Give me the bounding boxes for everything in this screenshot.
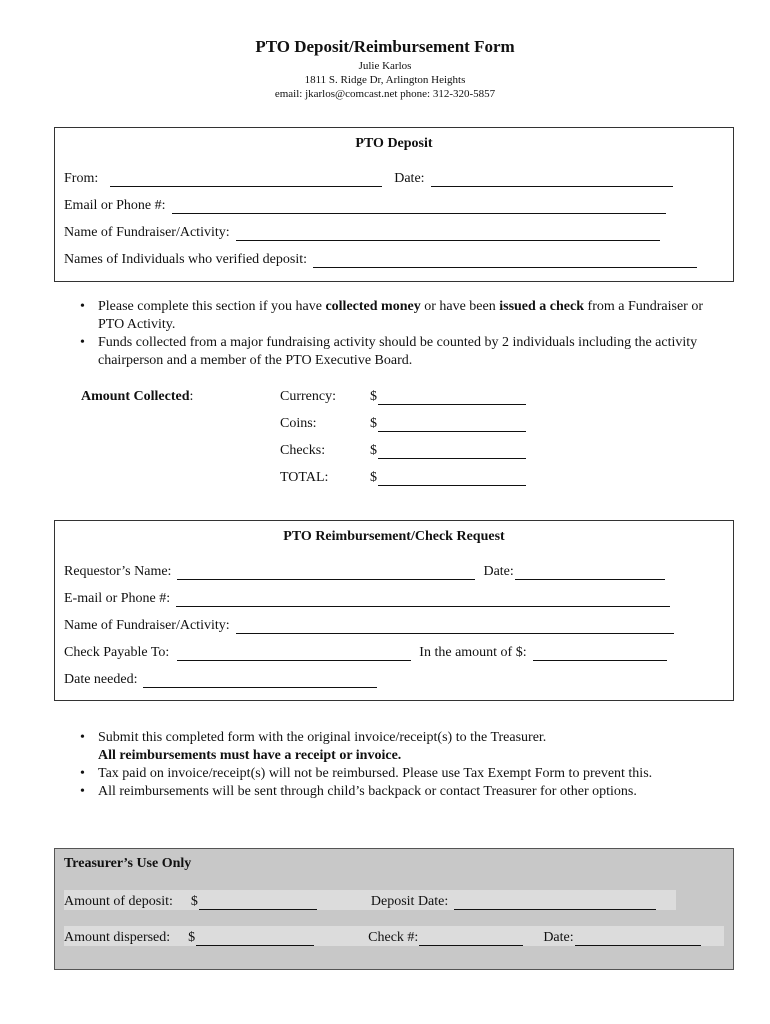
reimbursement-notes — [74, 729, 734, 801]
treasurer-date-label: Date: — [543, 930, 574, 945]
deposit-amount-prefix: $ — [190, 894, 198, 909]
note-text: Please complete this section if you have — [98, 299, 326, 314]
deposit-amount-field[interactable] — [199, 896, 317, 910]
date-needed-field[interactable] — [143, 674, 377, 688]
verified-field[interactable] — [313, 254, 697, 268]
payable-label: Check Payable To: — [64, 645, 170, 660]
payable-field[interactable] — [177, 647, 411, 661]
deposit-note-1 — [74, 298, 714, 334]
treasurer-dispersed-row — [64, 926, 724, 946]
reimburse-email-label: E-mail or Phone #: — [64, 591, 171, 606]
dispersed-amount-prefix: $ — [188, 930, 196, 945]
deposit-notes — [74, 298, 714, 370]
deposit-note-2: • Funds collected from a major fundraising activity should be counted by 2 individuals including the activity chairperson and a member of the PTO Executive Board. — [74, 334, 714, 370]
amount-collected-text: Amount Collected — [81, 389, 190, 404]
dispersed-amount-field[interactable] — [196, 932, 314, 946]
requestor-field[interactable] — [177, 566, 475, 580]
reimburse-fundraiser-field[interactable] — [236, 620, 674, 634]
from-field[interactable] — [110, 173, 382, 187]
note-bold-check: issued a check — [499, 299, 585, 314]
contact-details: email: jkarlos@comcast.net phone: 312-320-5857 — [274, 88, 496, 100]
treasurer-deposit-date-field[interactable] — [454, 896, 656, 910]
amount-collected-label — [81, 389, 193, 405]
amount-dollar-field[interactable] — [533, 647, 667, 661]
coins-prefix: $ — [370, 416, 377, 431]
total-field[interactable] — [378, 472, 526, 486]
reimburse-note-2: • Tax paid on invoice/receipt(s) will not be reimbursed. Please use Tax Exempt Form to prevent this. — [74, 765, 734, 783]
note-bold-collected: collected money — [325, 299, 421, 314]
checks-label: Checks: — [280, 443, 326, 458]
date-needed-label: Date needed: — [64, 672, 138, 687]
currency-field[interactable] — [378, 391, 526, 405]
total-row — [280, 470, 526, 486]
deposit-title: PTO Deposit — [355, 136, 433, 151]
treasurer-section — [54, 848, 734, 970]
deposit-email-field[interactable] — [172, 200, 666, 214]
treasurer-title: Treasurer’s Use Only — [64, 856, 192, 871]
reimbursement-title: PTO Reimbursement/Check Request — [283, 529, 505, 544]
reimbursement-section — [54, 520, 734, 701]
reimburse-date-label: Date: — [483, 564, 514, 579]
treasurer-deposit-row — [64, 890, 676, 910]
verified-label: Names of Individuals who verified deposit: — [64, 252, 308, 267]
currency-label: Currency: — [280, 389, 336, 404]
contact-address: 1811 S. Ridge Dr, Arlington Heights — [304, 74, 466, 86]
currency-row — [280, 389, 526, 405]
checks-prefix: $ — [370, 443, 377, 458]
reimburse-note-3: • All reimbursements will be sent through child’s backpack or contact Treasurer for other options. — [74, 783, 734, 801]
note-text: from a Fundraiser or PTO Activity. — [98, 299, 703, 332]
reimburse-date-field[interactable] — [515, 566, 665, 580]
reimburse-email-field[interactable] — [176, 593, 670, 607]
note-bold-receipt: All reimbursements must have a receipt or invoice. — [98, 748, 402, 763]
deposit-date-label: Date: — [394, 171, 425, 186]
form-title: PTO Deposit/Reimbursement Form — [255, 37, 515, 56]
amount-colon: : — [189, 389, 194, 404]
deposit-date-field[interactable] — [431, 173, 673, 187]
currency-prefix: $ — [370, 389, 377, 404]
reimburse-note-1 — [74, 729, 734, 765]
check-number-field[interactable] — [419, 932, 523, 946]
contact-name: Julie Karlos — [358, 60, 412, 72]
coins-label: Coins: — [280, 416, 317, 431]
reimburse-fundraiser-label: Name of Fundraiser/Activity: — [64, 618, 230, 633]
coins-row — [280, 416, 526, 432]
amount-dollar-label: In the amount of $: — [419, 645, 527, 660]
deposit-section — [54, 127, 734, 282]
deposit-email-label: Email or Phone #: — [64, 198, 166, 213]
dispersed-amount-label: Amount dispersed: — [64, 930, 171, 945]
checks-row — [280, 443, 526, 459]
deposit-fundraiser-field[interactable] — [236, 227, 660, 241]
note-text: Submit this completed form with the original invoice/receipt(s) to the Treasurer. — [98, 730, 547, 745]
treasurer-deposit-date-label: Deposit Date: — [370, 894, 449, 909]
treasurer-date-field[interactable] — [575, 932, 701, 946]
total-label: TOTAL: — [280, 470, 329, 485]
deposit-amount-label: Amount of deposit: — [64, 894, 173, 909]
note-text: or have been — [420, 299, 500, 314]
check-number-label: Check #: — [368, 930, 419, 945]
requestor-label: Requestor’s Name: — [64, 564, 172, 579]
total-prefix: $ — [370, 470, 377, 485]
deposit-fundraiser-label: Name of Fundraiser/Activity: — [64, 225, 230, 240]
checks-field[interactable] — [378, 445, 526, 459]
coins-field[interactable] — [378, 418, 526, 432]
from-label: From: — [64, 171, 99, 186]
